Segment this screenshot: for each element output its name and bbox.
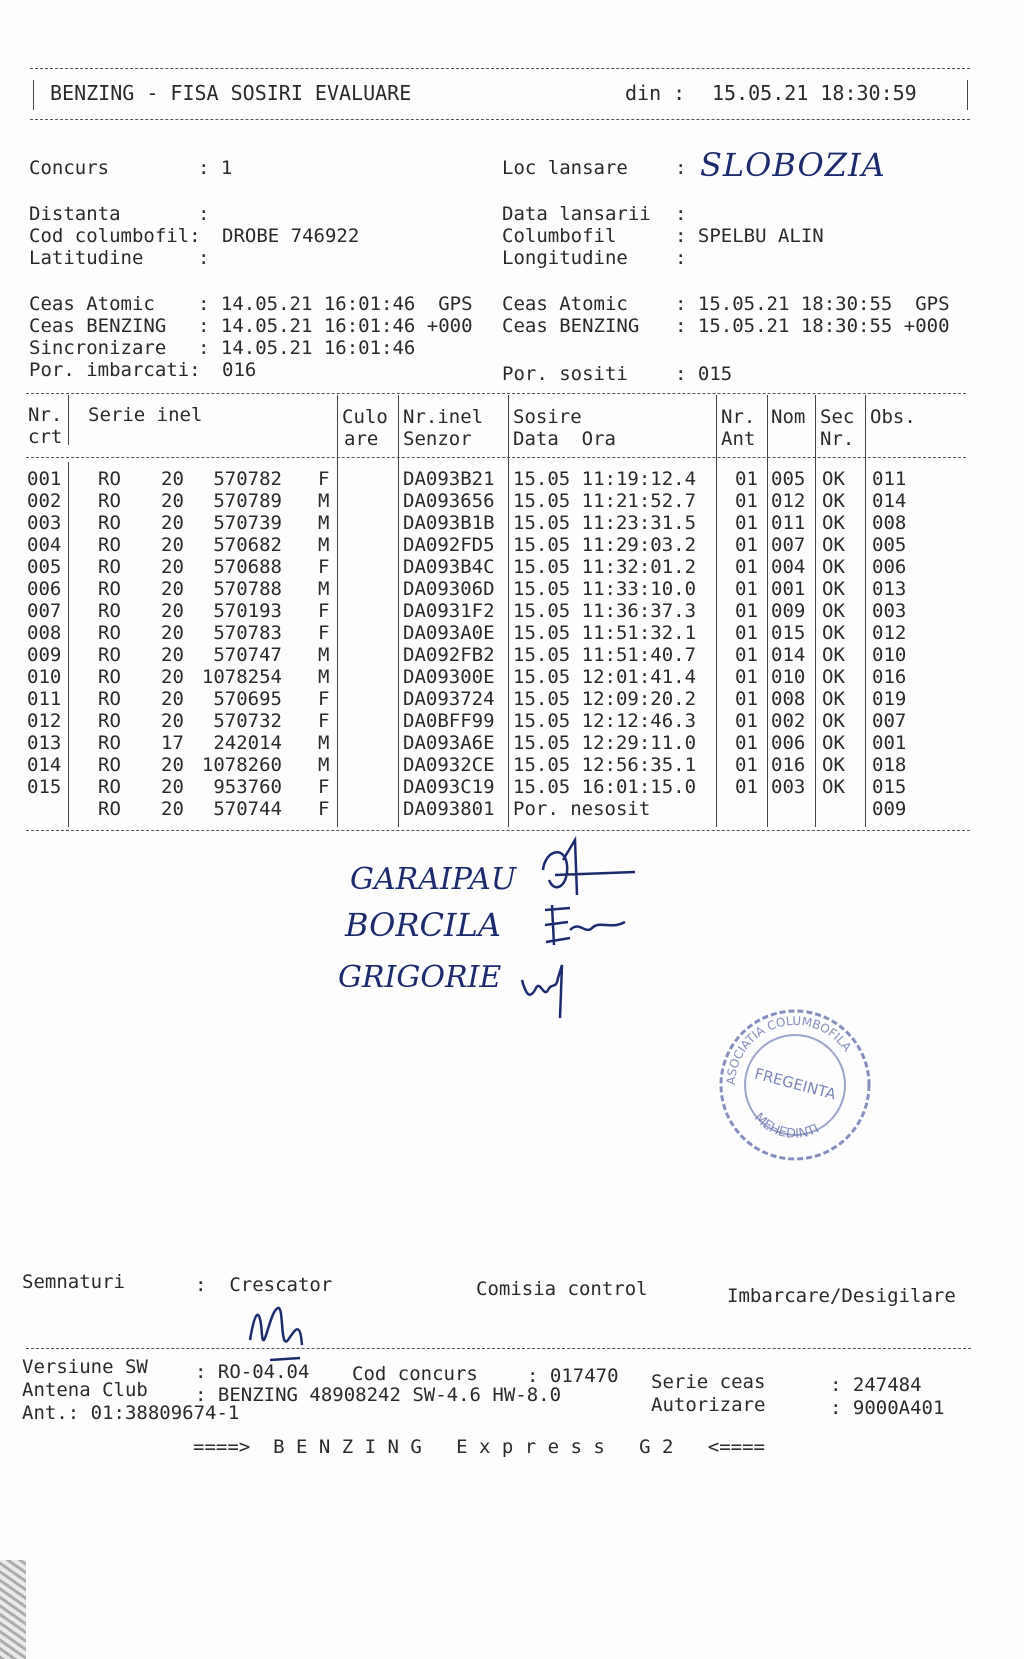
cell-inel: 570789 [213, 490, 282, 512]
cell-inel: 953760 [213, 776, 282, 798]
cell-tara: RO [98, 776, 121, 798]
cell-an: 20 [161, 754, 184, 776]
cell-sosire: 15.05 16:01:15.0 [513, 776, 697, 798]
cell-ant: 01 [735, 468, 758, 490]
cell-nom: 009 [771, 600, 806, 622]
col-sep-nr-head [68, 395, 69, 445]
footer-top-border [26, 1348, 971, 1349]
antena-club-label: Antena Club [22, 1379, 148, 1401]
cod-columbofil-value: DROBE 746922 [222, 225, 360, 247]
cell-an: 20 [161, 534, 184, 556]
cell-sec: OK [822, 710, 845, 732]
cell-tara: RO [98, 732, 121, 754]
cell-senzor: DA093B1B [403, 512, 495, 534]
table-bottom-border [26, 830, 970, 831]
header-data-ora: Data Ora [513, 428, 616, 450]
cell-nom: 016 [771, 754, 806, 776]
cell-nr-crt: 013 [27, 732, 62, 754]
cell-nr-crt: 002 [27, 490, 62, 512]
sincronizare-label: Sincronizare [29, 337, 167, 359]
cell-nom: 004 [771, 556, 806, 578]
brand-line: ====> B E N Z I N G E x p r e s s G 2 <==== [193, 1436, 765, 1458]
header-obs: Obs. [870, 406, 916, 428]
cod-concurs-value: : 017470 [527, 1365, 619, 1387]
cell-sex: F [318, 468, 330, 490]
cod-concurs-label: Cod concurs [352, 1363, 478, 1385]
cell-sec: OK [822, 644, 845, 666]
cell-obs: 011 [872, 468, 907, 490]
cell-senzor: DA09300E [403, 666, 495, 688]
header-right-bar [967, 80, 968, 110]
cell-obs: 010 [872, 644, 907, 666]
cell-sex: F [318, 600, 330, 622]
cell-inel: 570688 [213, 556, 282, 578]
concurs-value: : 1 [198, 157, 233, 179]
cell-an: 17 [161, 732, 184, 754]
cell-obs: 008 [872, 512, 907, 534]
comisia-control-label: Comisia control [476, 1278, 648, 1300]
cell-tara: RO [98, 468, 121, 490]
cell-sosire: 15.05 11:32:01.2 [513, 556, 697, 578]
autorizare-value: : 9000A401 [830, 1397, 945, 1419]
ceas-benzing-end-label: Ceas BENZING [502, 315, 640, 337]
cell-nom: 010 [771, 666, 806, 688]
cell-sosire: 15.05 12:29:11.0 [513, 732, 697, 754]
serie-ceas-label: Serie ceas [651, 1371, 766, 1393]
loc-lansare-label: Loc lansare [502, 157, 628, 179]
header-left-bar [33, 80, 34, 110]
cell-sec: OK [822, 688, 845, 710]
ceas-atomic-start-value: : 14.05.21 16:01:46 GPS [198, 293, 473, 315]
cell-nom: 012 [771, 490, 806, 512]
cell-sex: M [318, 666, 330, 688]
cell-obs: 009 [872, 798, 907, 820]
cell-sec: OK [822, 534, 845, 556]
header-top-border [30, 68, 970, 69]
versiune-sw-label: Versiune SW [22, 1356, 148, 1378]
cell-nom: 014 [771, 644, 806, 666]
cell-inel: 570783 [213, 622, 282, 644]
scan-edge-shadow [0, 1560, 26, 1659]
cell-senzor: DA0BFF99 [403, 710, 495, 732]
cell-nr-crt: 005 [27, 556, 62, 578]
cell-ant: 01 [735, 666, 758, 688]
cell-ant: 01 [735, 776, 758, 798]
crescator-label: : Crescator [195, 1274, 333, 1296]
print-date: 15.05.21 18:30:59 [712, 81, 917, 105]
cell-an: 20 [161, 710, 184, 732]
cell-sec: OK [822, 754, 845, 776]
cell-tara: RO [98, 490, 121, 512]
header-nom: Nom [771, 406, 806, 428]
header-nr-crt-1: Nr. [28, 404, 63, 426]
serie-ceas-value: : 247484 [830, 1374, 922, 1396]
cell-obs: 012 [872, 622, 907, 644]
signature-3-icon [518, 960, 578, 1020]
cell-sec: OK [822, 490, 845, 512]
cell-sec: OK [822, 732, 845, 754]
cell-tara: RO [98, 556, 121, 578]
cell-ant: 01 [735, 644, 758, 666]
cell-an: 20 [161, 622, 184, 644]
cell-sec: OK [822, 512, 845, 534]
cell-sex: F [318, 622, 330, 644]
cell-an: 20 [161, 468, 184, 490]
header-culoare-1: Culo [342, 406, 388, 428]
cell-sosire: 15.05 11:23:31.5 [513, 512, 697, 534]
cell-sex: M [318, 534, 330, 556]
cell-senzor: DA0932CE [403, 754, 495, 776]
cell-senzor: DA09306D [403, 578, 495, 600]
longitudine-value: : [675, 247, 687, 269]
cell-tara: RO [98, 600, 121, 622]
cell-nom: 007 [771, 534, 806, 556]
cell-sex: M [318, 732, 330, 754]
cell-tara: RO [98, 666, 121, 688]
cell-sosire: 15.05 11:21:52.7 [513, 490, 697, 512]
cell-nr-crt: 014 [27, 754, 62, 776]
cell-ant: 01 [735, 622, 758, 644]
cell-sex: M [318, 644, 330, 666]
cell-an: 20 [161, 512, 184, 534]
cell-nr-crt: 001 [27, 468, 62, 490]
cell-obs: 006 [872, 556, 907, 578]
data-lansarii-value: : [675, 203, 687, 225]
loc-lansare-colon: : [675, 157, 687, 179]
ceas-atomic-start-label: Ceas Atomic [29, 293, 155, 315]
cell-tara: RO [98, 578, 121, 600]
col-sep-sosire [716, 395, 717, 827]
cell-senzor: DA092FD5 [403, 534, 495, 556]
cell-inel: 570747 [213, 644, 282, 666]
col-sep-sec [865, 395, 866, 827]
cell-nom: 005 [771, 468, 806, 490]
cell-nom: 015 [771, 622, 806, 644]
header-nr-ant-1: Nr. [721, 406, 756, 428]
cell-sosire: 15.05 11:51:40.7 [513, 644, 697, 666]
handwritten-name-3: GRIGORIE [338, 960, 502, 995]
header-sec-2: Nr. [820, 428, 855, 450]
cell-sosire: 15.05 11:51:32.1 [513, 622, 697, 644]
cell-senzor: DA093B21 [403, 468, 495, 490]
cell-inel: 1078254 [201, 666, 282, 688]
header-nr-inel: Nr.inel [403, 406, 484, 428]
header-bottom-border [30, 119, 970, 120]
distanta-value: : [198, 203, 210, 225]
cell-an: 20 [161, 776, 184, 798]
cell-sex: M [318, 578, 330, 600]
cell-tara: RO [98, 798, 121, 820]
cell-ant: 01 [735, 710, 758, 732]
por-imbarcati-value: 016 [222, 359, 257, 381]
svg-text:FREGEINTA: FREGEINTA [752, 1064, 838, 1104]
col-sep-senzor [508, 395, 509, 827]
header-sec-1: Sec [820, 406, 855, 428]
autorizare-label: Autorizare [651, 1394, 766, 1416]
cell-inel: 570782 [213, 468, 282, 490]
cell-nom: 003 [771, 776, 806, 798]
cell-tara: RO [98, 754, 121, 776]
cell-obs: 018 [872, 754, 907, 776]
ceas-benzing-start-label: Ceas BENZING [29, 315, 167, 337]
cell-sex: F [318, 798, 330, 820]
cell-ant: 01 [735, 732, 758, 754]
cell-ant: 01 [735, 556, 758, 578]
cell-nr-crt: 015 [27, 776, 62, 798]
header-culoare-2: are [344, 428, 379, 450]
cell-sec: OK [822, 600, 845, 622]
cell-an: 20 [161, 688, 184, 710]
cell-sosire: 15.05 11:33:10.0 [513, 578, 697, 600]
cell-tara: RO [98, 710, 121, 732]
cell-tara: RO [98, 512, 121, 534]
cell-inel: 242014 [213, 732, 282, 754]
cell-tara: RO [98, 534, 121, 556]
cell-sosire: 15.05 12:01:41.4 [513, 666, 697, 688]
cell-senzor: DA093A6E [403, 732, 495, 754]
longitudine-label: Longitudine [502, 247, 628, 269]
signature-2-icon [540, 900, 630, 950]
cell-sosire: 15.05 11:19:12.4 [513, 468, 697, 490]
cell-sex: F [318, 688, 330, 710]
header-serie-inel: Serie inel [88, 404, 203, 426]
crescator-signature-icon [240, 1300, 320, 1370]
cell-ant: 01 [735, 490, 758, 512]
cell-senzor: DA093656 [403, 490, 495, 512]
cell-an: 20 [161, 578, 184, 600]
col-sep-culoare [398, 395, 399, 827]
cell-sosire: Por. nesosit [513, 798, 651, 820]
cell-ant: 01 [735, 578, 758, 600]
cell-sosire: 15.05 11:29:03.2 [513, 534, 697, 556]
cell-sec: OK [822, 666, 845, 688]
cell-sex: M [318, 490, 330, 512]
svg-text:ASOCIATIA COLUMBOFILA: ASOCIATIA COLUMBOFILA [723, 1013, 855, 1086]
cell-obs: 001 [872, 732, 907, 754]
cell-ant: 01 [735, 688, 758, 710]
cell-senzor: DA093724 [403, 688, 495, 710]
por-imbarcati-label: Por. imbarcati: [29, 359, 201, 381]
col-sep-serie [337, 395, 338, 827]
cell-an: 20 [161, 644, 184, 666]
cell-nr-crt: 012 [27, 710, 62, 732]
antena-id: Ant.: 01:38809674-1 [22, 1402, 240, 1424]
cell-nr-crt: 004 [27, 534, 62, 556]
cell-sex: M [318, 754, 330, 776]
col-sep-nr [68, 462, 69, 827]
cell-obs: 005 [872, 534, 907, 556]
svg-text:MEHEDINTI: MEHEDINTI [751, 1110, 822, 1142]
loc-lansare-handwritten: SLOBOZIA [700, 146, 886, 184]
cell-obs: 014 [872, 490, 907, 512]
club-stamp-icon [715, 1005, 875, 1165]
ceas-benzing-end-value: : 15.05.21 18:30:55 +000 [675, 315, 950, 337]
cell-senzor: DA093C19 [403, 776, 495, 798]
cell-sec: OK [822, 556, 845, 578]
ceas-benzing-start-value: : 14.05.21 16:01:46 +000 [198, 315, 473, 337]
antena-club-value: : BENZING 48908242 SW-4.6 HW-8.0 [195, 1384, 562, 1406]
latitudine-value: : [198, 247, 210, 269]
ceas-atomic-end-label: Ceas Atomic [502, 293, 628, 315]
cell-sex: F [318, 556, 330, 578]
cell-an: 20 [161, 666, 184, 688]
cell-obs: 019 [872, 688, 907, 710]
cell-nom: 011 [771, 512, 806, 534]
cell-nr-crt: 007 [27, 600, 62, 622]
cell-nom: 001 [771, 578, 806, 600]
columbofil-label: Columbofil [502, 225, 617, 247]
por-sositi-label: Por. sositi [502, 363, 628, 385]
document-title: BENZING - FISA SOSIRI EVALUARE [50, 81, 412, 105]
cell-nr-crt: 010 [27, 666, 62, 688]
cell-ant: 01 [735, 534, 758, 556]
cell-sosire: 15.05 12:56:35.1 [513, 754, 697, 776]
cell-obs: 003 [872, 600, 907, 622]
cell-tara: RO [98, 644, 121, 666]
header-sosire: Sosire [513, 406, 582, 428]
table-top-border [26, 393, 966, 394]
cell-nom: 006 [771, 732, 806, 754]
cell-inel: 570732 [213, 710, 282, 732]
columbofil-value: : SPELBU ALIN [675, 225, 824, 247]
cell-obs: 007 [872, 710, 907, 732]
cell-sec: OK [822, 776, 845, 798]
cell-nr-crt: 003 [27, 512, 62, 534]
cell-obs: 016 [872, 666, 907, 688]
cell-tara: RO [98, 622, 121, 644]
col-sep-ant [767, 395, 768, 827]
cell-nom: 008 [771, 688, 806, 710]
cell-sec: OK [822, 622, 845, 644]
cell-sec: OK [822, 468, 845, 490]
concurs-label: Concurs [29, 157, 110, 179]
cell-inel: 570788 [213, 578, 282, 600]
cell-nr-crt: 011 [27, 688, 62, 710]
cell-inel: 570739 [213, 512, 282, 534]
latitudine-label: Latitudine [29, 247, 144, 269]
cell-inel: 570193 [213, 600, 282, 622]
header-nr-ant-2: Ant [721, 428, 756, 450]
cell-obs: 015 [872, 776, 907, 798]
cell-senzor: DA093801 [403, 798, 495, 820]
cell-sex: M [318, 512, 330, 534]
cell-senzor: DA093A0E [403, 622, 495, 644]
cell-an: 20 [161, 556, 184, 578]
cell-ant: 01 [735, 512, 758, 534]
cell-nr-crt: 006 [27, 578, 62, 600]
cell-an: 20 [161, 798, 184, 820]
versiune-sw-value: : RO-04.04 [195, 1361, 310, 1383]
col-sep-nom [815, 395, 816, 827]
table-header-divider [26, 457, 966, 458]
date-label: din : [625, 81, 686, 105]
cell-an: 20 [161, 490, 184, 512]
cell-sex: F [318, 776, 330, 798]
cell-an: 20 [161, 600, 184, 622]
ceas-atomic-end-value: : 15.05.21 18:30:55 GPS [675, 293, 950, 315]
distanta-label: Distanta [29, 203, 121, 225]
semnaturi-label: Semnaturi [22, 1271, 125, 1293]
cell-ant: 01 [735, 600, 758, 622]
cell-obs: 013 [872, 578, 907, 600]
cell-sex: F [318, 710, 330, 732]
cell-sosire: 15.05 11:36:37.3 [513, 600, 697, 622]
imbarcare-desigilare-label: Imbarcare/Desigilare [727, 1285, 956, 1307]
header-nr-crt-2: crt [28, 426, 63, 448]
cell-sosire: 15.05 12:12:46.3 [513, 710, 697, 732]
por-sositi-value: : 015 [675, 363, 733, 385]
cell-nom: 002 [771, 710, 806, 732]
cell-inel: 570682 [213, 534, 282, 556]
cell-senzor: DA0931F2 [403, 600, 495, 622]
cell-inel: 570695 [213, 688, 282, 710]
cell-senzor: DA093B4C [403, 556, 495, 578]
header-senzor: Senzor [403, 428, 472, 450]
handwritten-name-2: BORCILA [345, 906, 501, 944]
cell-nr-crt: 008 [27, 622, 62, 644]
sincronizare-value: : 14.05.21 16:01:46 [198, 337, 416, 359]
cell-nr-crt: 009 [27, 644, 62, 666]
cell-sosire: 15.05 12:09:20.2 [513, 688, 697, 710]
cell-senzor: DA092FB2 [403, 644, 495, 666]
cell-sec: OK [822, 578, 845, 600]
cell-inel: 570744 [213, 798, 282, 820]
cell-ant: 01 [735, 754, 758, 776]
data-lansarii-label: Data lansarii [502, 203, 651, 225]
cod-columbofil-label: Cod columbofil: [29, 225, 201, 247]
cell-inel: 1078260 [201, 754, 282, 776]
signature-1-icon [535, 840, 645, 900]
handwritten-name-1: GARAIPAU [350, 862, 517, 897]
cell-tara: RO [98, 688, 121, 710]
